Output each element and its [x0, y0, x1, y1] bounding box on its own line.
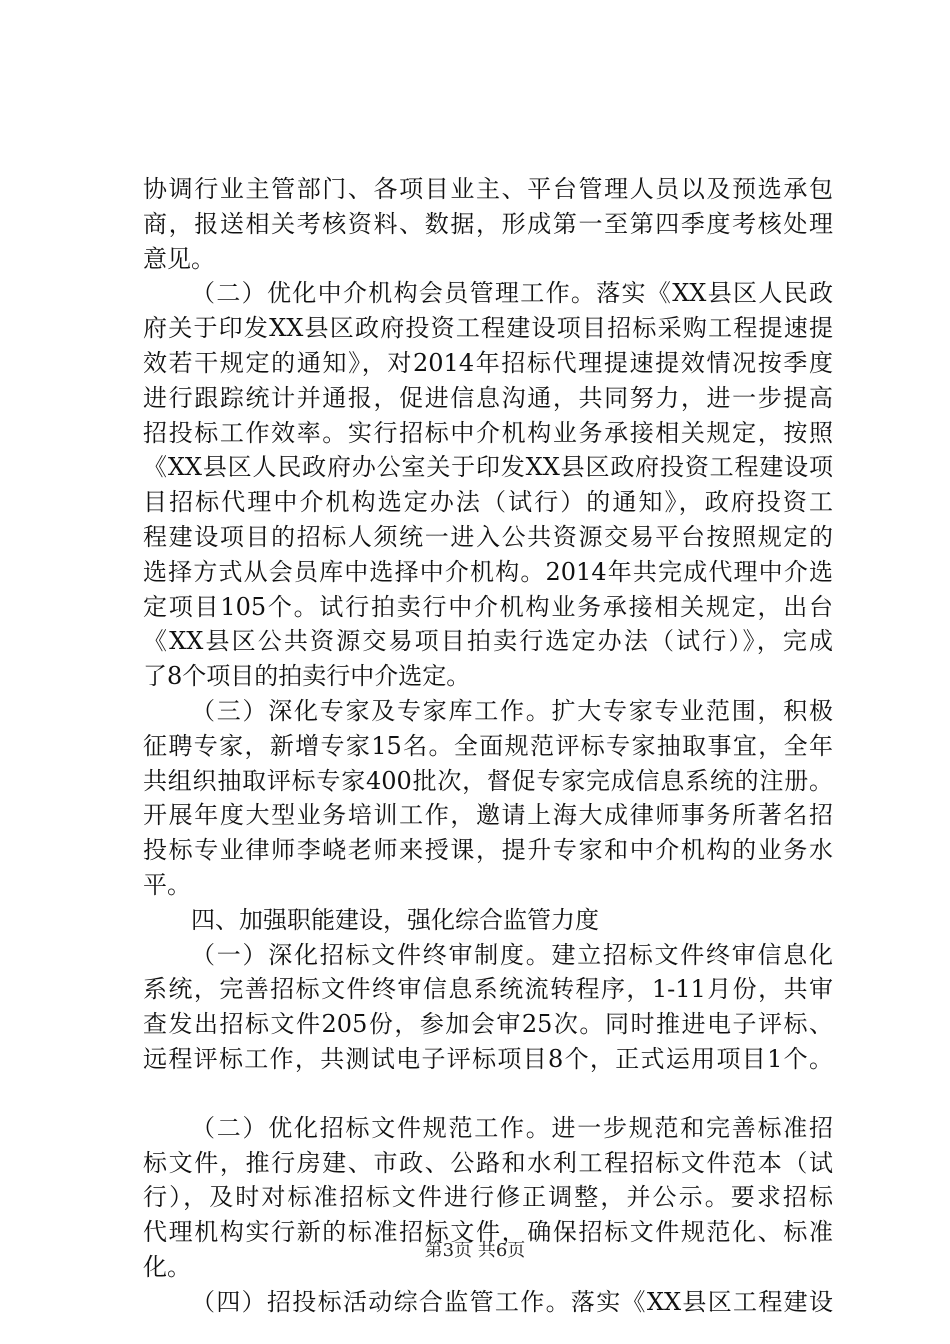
body-line: 远程评标工作，共测试电子评标项目8个，正式运用项目1个。 [143, 1044, 833, 1073]
paragraph-start-line: （一）深化招标文件终审制度。建立招标文件终审信息化 [191, 940, 833, 969]
body-line: 标文件，推行房建、市政、公路和水利工程招标文件范本（试 [143, 1148, 833, 1177]
body-line: 招投标工作效率。实行招标中介机构业务承接相关规定，按照 [143, 418, 833, 447]
body-line: 查发出招标文件205份，参加会审25次。同时推进电子评标、 [143, 1010, 833, 1039]
document-body [143, 172, 833, 1320]
body-line: 府关于印发XX县区政府投资工程建设项目招标采购工程提速提 [143, 314, 833, 343]
body-line: 行），及时对标准招标文件进行修正调整，并公示。要求招标 [143, 1183, 833, 1212]
body-line: 征聘专家，新增专家15名。全面规范评标专家抽取事宜，全年 [143, 731, 833, 760]
body-line: 共组织抽取评标专家400批次，督促专家完成信息系统的注册。 [143, 766, 833, 795]
paragraph-gap [143, 1077, 833, 1111]
body-line: 定项目105个。试行拍卖行中介机构业务承接相关规定，出台 [143, 592, 833, 621]
body-line: 化。 [143, 1252, 191, 1281]
body-line: 选择方式从会员库中选择中介机构。2014年共完成代理中介选 [143, 557, 833, 586]
paragraph-start-line: （二）优化招标文件规范工作。进一步规范和完善标准招 [191, 1113, 833, 1142]
body-line: 开展年度大型业务培训工作，邀请上海大成律师事务所著名招 [143, 801, 833, 830]
section-heading: 四、加强职能建设，强化综合监管力度 [191, 905, 599, 934]
body-line: 进行跟踪统计并通报，促进信息沟通，共同努力，进一步提高 [143, 383, 833, 412]
body-line: 平。 [143, 870, 191, 899]
body-line: 系统，完善招标文件终审信息系统流转程序，1-11月份，共审 [143, 975, 833, 1004]
body-line: 程建设项目的招标人须统一进入公共资源交易平台按照规定的 [143, 522, 833, 551]
page-number-footer: 第3页 共6页 [424, 1240, 526, 1261]
body-line: 投标专业律师李峣老师来授课，提升专家和中介机构的业务水 [143, 836, 833, 865]
body-line: 了8个项目的拍卖行中介选定。 [143, 662, 471, 691]
body-line: 《XX县区公共资源交易项目拍卖行选定办法（试行）》，完成 [143, 627, 833, 656]
paragraph-start-line: （三）深化专家及专家库工作。扩大专家专业范围，积极 [191, 696, 833, 725]
body-line: 效若干规定的通知》，对2014年招标代理提速提效情况按季度 [143, 348, 833, 377]
paragraph-start-line: （四）招投标活动综合监管工作。落实《XX县区工程建设 [191, 1287, 833, 1316]
body-line: 代理机构实行新的标准招标文件，确保招标文件规范化、标准 [143, 1218, 833, 1247]
body-line: 目招标代理中介机构选定办法（试行）的通知》，政府投资工 [143, 488, 833, 517]
body-line: 《XX县区人民政府办公室关于印发XX县区政府投资工程建设项 [143, 453, 833, 482]
body-line: 协调行业主管部门、各项目业主、平台管理人员以及预选承包 [143, 175, 833, 203]
paragraph-start-line: （二）优化中介机构会员管理工作。落实《XX县区人民政 [191, 279, 833, 308]
body-line: 意见。 [143, 244, 215, 273]
body-line: 商，报送相关考核资料、数据，形成第一至第四季度考核处理 [143, 209, 833, 238]
